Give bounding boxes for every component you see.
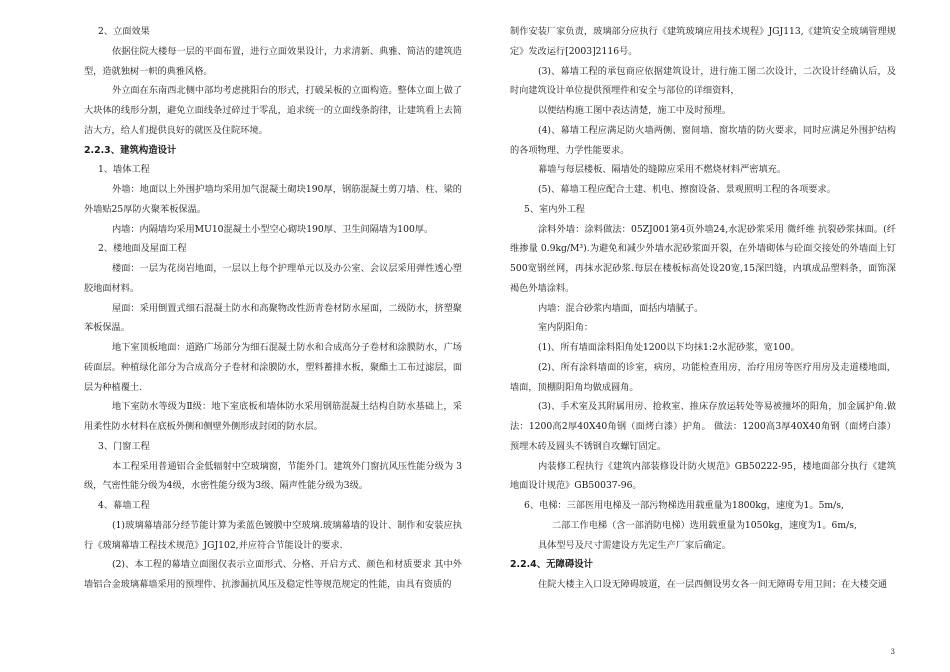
paragraph: 幕墙与每层楼板、隔墙处的缝隙应采用不燃烧材料严密填充。 (538, 164, 787, 176)
paragraph: 二部工作电梯（含一部消防电梯）选用载重量为1050kg，速度为1。6m/s, (552, 519, 857, 531)
paragraph: 4、幕墙工程 (98, 500, 150, 511)
paragraph: 3、门窗工程 (98, 440, 150, 452)
paragraph: 以便结构施工图中表达清楚，施工中及时预埋。 (538, 105, 731, 116)
paragraph: (2)、本工程的幕墙立面图仅表示立面形式、分格、开启方式、颜色和材质要求 其中外墙铝合金玻璃幕墙采用的预埋件、抗渗漏抗风压及稳定性等规范规定的性能，由具有资质的 (84, 559, 462, 590)
paragraph: 2、楼地面及屋面工程 (98, 243, 187, 255)
section-heading: 2.2.3、建筑构造设计 (84, 144, 177, 156)
paragraph: 屋面：采用倒置式细石混凝土防水和高聚物改性沥青卷材防水屋面，二级防水，挤塑聚苯板保温。 (84, 302, 462, 334)
paragraph: (1)、所有墙面涂料阳角处1200以下均抹1:2水泥砂浆，宽100。 (538, 342, 800, 353)
paragraph: (3)、幕墙工程的承包商应依据建筑设计，进行施工图二次设计，二次设计经确认后，及时向建筑设计单位提供预埋件和安全与部位的详细资料， (510, 65, 896, 97)
paragraph: 本工程采用普通铝合金低辐射中空玻璃窗，节能外门。建筑外门窗抗风压性能分级为 3级，气密性能分级为4级，水密性能分级为3级、隔声性能分级为3级。 (84, 460, 462, 492)
paragraph: 2、立面效果 (98, 26, 150, 37)
paragraph: 室内阴阳角： (538, 322, 594, 334)
paragraph: (3)、手术室及其附属用房、抢救室、推床存放运转处等易被撞坏的阳角，加金属护角.做法：1200高2厚40X40角钢（面烤白漆）护角。 做法：1200高3厚40X40角钢（面烤白漆）预埋木砖及圆头不锈钢自攻螺钉固定。 (510, 401, 896, 452)
paragraph: 住院大楼主入口设无障碍坡道，在一层西侧设男女各一间无障碍专用卫间；在大楼交通 (538, 579, 888, 590)
paragraph: 内墙：内隔墙均采用MU10混凝土小型空心砌块190厚、卫生间隔墙为100厚。 (112, 223, 434, 235)
paragraph: 具体型号及尺寸需建设方先定生产厂家后确定。 (538, 539, 731, 551)
paragraph: 5、室内外工程 (524, 203, 585, 215)
paragraph: 外立面在东南西北侧中部均考虑挑阳台的形式，打破呆板的立面构造。整体立面上做了大块体的线形分割，避免立面线条过碎过于零乱，追求统一的立面线条韵律，让建筑看上去简洁大方，给人们提供良好的就医及住院环境。 (84, 85, 462, 136)
paragraph: 6、电梯：三部医用电梯及一部污物梯选用载重量为1800kg，速度为1。5m/s, (524, 500, 844, 511)
paragraph: 制作安装厂家负责，玻璃部分应执行《建筑玻璃应用技术规程》JGJ113,《建筑安全玻璃管理规定》发改运行[2003]2116号。 (510, 26, 896, 57)
paragraph: (4)、幕墙工程应满足防火墙两侧、窗间墙、窗坎墙的防火要求，同时应满足外围护结构的各项物理、力学性能要求。 (510, 124, 896, 156)
paragraph: 楼面：一层为花岗岩地面，一层以上每个护理单元以及办公室、会议层采用弹性透心塑胶地面材料。 (84, 263, 462, 294)
paragraph: 外墙：地面以上外围护墙均采用加气混凝土砌块190厚，钢筋混凝土剪刀墙、柱、梁的外墙贴25厚防火聚苯板保温。 (84, 184, 462, 215)
right-column (510, 22, 896, 595)
paragraph: (2)、所有涂料墙面的诊室，病房，功能检查用房，治疗用房等医疗用房及走道楼地面，墙面，顶棚阴阳角均做成圆角。 (510, 361, 896, 393)
paragraph: 地下室防水等级为Ⅱ级：地下室底板和墙体防水采用钢筋混凝土结构自防水基础上，采用柔性防水材料在底板外侧和侧壁外侧形成封闭的防水层。 (84, 401, 462, 432)
paragraph: 内墙：混合砂浆内墙面，面括内墙腻子。 (538, 302, 704, 314)
paragraph: 涂料外墙：涂料做法：05ZJ001第4页外墙24,水泥砂浆采用 微纤维 抗裂砂浆抹面。(纤维掺量 0.9kg/M³).为避免和减少外墙水泥砂浆面开裂，在外墙砌体与砼面交接处的外墙面上钉500宽钢丝网，再抹水泥砂浆.每层在楼板标高处设20宽,15深凹缝，内填成品塑料条，面饰深褐色外墙涂料。 (510, 223, 896, 294)
paragraph: 地下室顶板地面：道路广场部分为细石混凝土防水和合成高分子卷材和涂膜防水，广场砖面层。种植绿化部分为合成高分子卷材和涂膜防水，塑料蓄排水板，聚酯土工布过滤层，面层为种植覆土. (84, 342, 462, 393)
paragraph: (1)玻璃幕墙部分经节能计算为柔蓝色镀膜中空玻璃.玻璃幕墙的设计、制作和安装应执行《玻璃幕墙工程技术规范》JGJ102,并应符合节能设计的要求. (84, 519, 462, 551)
section-heading: 2.2.4、无障碍设计 (510, 559, 593, 571)
paragraph: 1、墙体工程 (98, 164, 150, 176)
paragraph: 内装修工程执行《建筑内部装修设计防火规范》GB50222-95，楼地面部分执行《建筑地面设计规范》GB50037-96。 (510, 460, 896, 492)
paragraph: 依据住院大楼每一层的平面布置，进行立面效果设计，力求清新、典雅、简洁的建筑造型，造就独树一帜的典雅风格。 (84, 45, 462, 77)
left-column (84, 22, 462, 595)
paragraph: (5)、幕墙工程应配合土建、机电、擦窗设备、景观照明工程的各项要求。 (538, 184, 836, 195)
page-number: 3 (890, 648, 895, 656)
